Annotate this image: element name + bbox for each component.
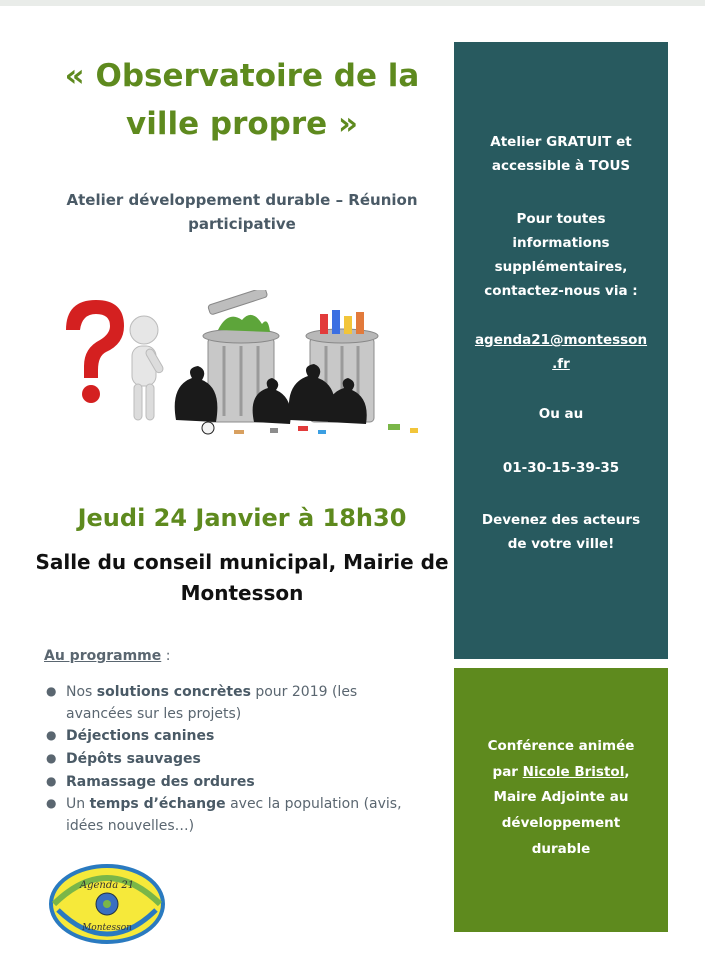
thinking-figure-icon bbox=[130, 316, 164, 420]
bullet-icon: ● bbox=[46, 751, 57, 766]
litter-icon bbox=[202, 422, 418, 434]
bullet-icon: ● bbox=[46, 728, 57, 743]
or-text: Ou au bbox=[538, 406, 584, 422]
event-date: Jeudi 24 Janvier à 18h30 bbox=[77, 504, 407, 532]
call-to-action: Devenez des acteurs de votre ville! bbox=[481, 512, 641, 553]
agenda21-logo bbox=[48, 858, 166, 950]
logo-text-bottom: Montesson bbox=[82, 923, 132, 933]
email-link[interactable]: agenda21@montesson .fr bbox=[474, 332, 648, 373]
program-list bbox=[44, 682, 424, 839]
trash-illustration bbox=[58, 290, 458, 440]
event-venue bbox=[28, 547, 456, 609]
bullet-icon: ● bbox=[46, 796, 57, 811]
program-title: Au programme bbox=[44, 648, 162, 664]
logo-text-top: Agenda 21 bbox=[79, 880, 135, 891]
main-column bbox=[28, 0, 456, 976]
contact-info-text: Pour toutes informations supplémentaires, contactez-nous via : bbox=[484, 211, 638, 300]
bullet-icon: ● bbox=[46, 684, 57, 698]
program-heading bbox=[44, 648, 170, 664]
list-item: ● Dépôts sauvages bbox=[46, 751, 201, 768]
program-title-suffix: : bbox=[161, 648, 171, 664]
list-item: ● Nos solutions concrètes pour 2019 (les avancées sur les projets) bbox=[46, 684, 358, 722]
info-panel bbox=[454, 42, 668, 659]
subtitle-line-2: participative bbox=[188, 215, 296, 233]
bullet-icon: ● bbox=[46, 773, 57, 788]
subtitle bbox=[28, 188, 456, 236]
speaker-panel bbox=[454, 668, 668, 932]
free-access-text: Atelier GRATUIT et accessible à TOUS bbox=[490, 134, 632, 175]
venue-line-1: Salle du conseil municipal, Mairie de bbox=[35, 550, 449, 574]
speaker-name: Nicole Bristol bbox=[522, 763, 625, 780]
speaker-text: Conférence animée par Nicole Bristol, Maire Adjointe au développement durable bbox=[487, 738, 635, 857]
title-line-1: « Observatoire de la bbox=[64, 58, 420, 94]
venue-line-2: Montesson bbox=[180, 581, 304, 605]
question-mark-icon bbox=[66, 300, 124, 403]
list-item: ● Ramassage des ordures bbox=[46, 773, 255, 790]
list-item: ● Un temps d’échange avec la population (avis, idées nouvelles…) bbox=[46, 796, 402, 835]
subtitle-line-1: Atelier développement durable – Réunion bbox=[66, 191, 418, 209]
page-title bbox=[28, 52, 456, 149]
list-item: ● Déjections canines bbox=[46, 728, 215, 745]
title-line-2: ville propre » bbox=[125, 106, 358, 143]
phone-number: 01-30-15-39-35 bbox=[502, 460, 620, 476]
